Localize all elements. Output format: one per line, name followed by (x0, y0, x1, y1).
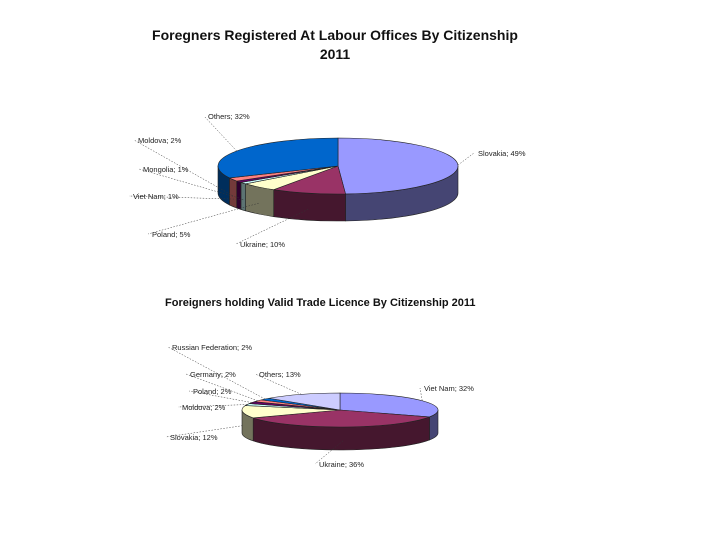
slice-label-2: Ukraine; 10% (240, 240, 286, 249)
chart1-title: Foregners Registered At Labour Offices By Citizenship 2011 (152, 27, 518, 62)
pie-side-slice-5 (237, 181, 241, 209)
pie-chart-2 (166, 343, 474, 469)
slice-label-3: Slovakia; 12% (170, 433, 218, 442)
slice-label-5: Mongolia; 1% (143, 165, 189, 174)
slice-label-4: Viet Nam; 1% (133, 192, 179, 201)
slice-label-6: Germany; 2% (190, 370, 236, 379)
pie-side-slice-2 (274, 190, 346, 221)
slice-label-1: Slovakia; 49% (478, 149, 526, 158)
slice-label-7: Others; 32% (208, 112, 250, 121)
slice-label-7: Russian Federation; 2% (172, 343, 253, 352)
chart2-title: Foreigners holding Valid Trade Licence By Citizenship 2011 (165, 297, 476, 309)
slice-label-4: Moldova; 2% (182, 403, 226, 412)
slice-label-3: Poland; 5% (152, 230, 191, 239)
leader-line-1 (458, 153, 474, 165)
pie-chart-1 (129, 112, 526, 249)
slice-label-1: Viet Nam; 32% (424, 384, 474, 393)
slice-label-6: Moldova; 2% (138, 136, 182, 145)
slice-label-2: Ukraine; 36% (319, 460, 365, 469)
slice-label-5: Poland; 2% (193, 387, 232, 396)
slice-label-8: Others; 13% (259, 370, 301, 379)
pie-side-slice-6 (229, 178, 236, 208)
leader-line-7 (204, 116, 237, 151)
leader-line-1 (420, 388, 422, 401)
pie-side-slice-4 (241, 182, 246, 210)
